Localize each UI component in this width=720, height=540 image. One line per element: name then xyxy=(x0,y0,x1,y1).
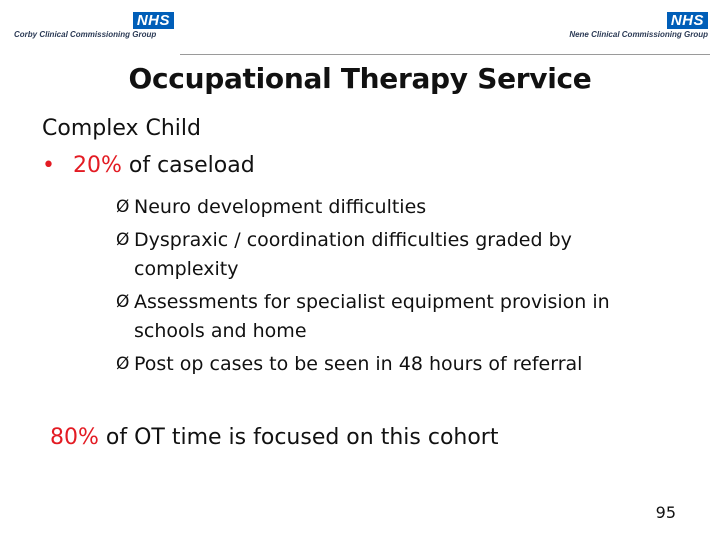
page-number: 95 xyxy=(655,503,676,522)
sub-bullet-list xyxy=(116,193,656,383)
list-item-text: Neuro development difficulties xyxy=(134,196,427,218)
list-item-text: Assessments for specialist equipment provision in schools and home xyxy=(134,291,610,342)
corby-ccg-logo xyxy=(14,10,174,39)
ot-time-percent: 80% xyxy=(50,425,99,450)
caseload-percent: 20% xyxy=(72,153,122,178)
corby-ccg-name: Corby Clinical Commissioning Group xyxy=(14,30,157,39)
header-divider xyxy=(180,54,710,55)
list-item xyxy=(116,350,656,379)
list-item xyxy=(116,226,656,284)
arrow-bullet-icon: Ø xyxy=(116,197,130,217)
bullet-dot-icon: • xyxy=(42,153,55,178)
nene-ccg-name: Nene Clinical Commissioning Group xyxy=(569,30,708,39)
list-item-text: Dyspraxic / coordination difficulties graded by complexity xyxy=(134,229,572,280)
nhs-logo-left: NHS xyxy=(133,12,174,29)
caseload-bullet xyxy=(42,153,255,178)
ot-time-text: of OT time is focused on this cohort xyxy=(98,425,499,450)
nene-ccg-logo xyxy=(558,10,708,39)
list-item xyxy=(116,193,656,222)
nhs-logo-right: NHS xyxy=(667,12,708,29)
subheading: Complex Child xyxy=(42,116,201,141)
arrow-bullet-icon: Ø xyxy=(116,354,130,374)
list-item-text: Post op cases to be seen in 48 hours of referral xyxy=(134,353,583,375)
arrow-bullet-icon: Ø xyxy=(116,230,130,250)
slide-title: Occupational Therapy Service xyxy=(128,62,592,95)
caseload-text: of caseload xyxy=(121,153,255,178)
ot-time-statement xyxy=(50,425,498,450)
list-item xyxy=(116,288,656,346)
arrow-bullet-icon: Ø xyxy=(116,292,130,312)
